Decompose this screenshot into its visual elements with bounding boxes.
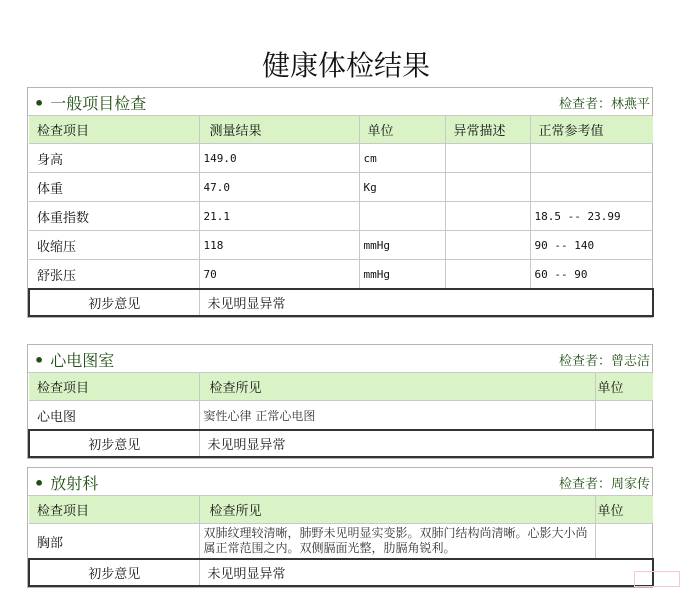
inspector-label: 检查者：林燕平: [558, 97, 650, 112]
abnormal-description: [445, 144, 530, 173]
section-name: 心电图室: [50, 351, 115, 370]
unit: [595, 524, 653, 560]
unit: cm: [359, 144, 445, 173]
measured-value: 149.0: [199, 144, 359, 173]
ecg-table: [28, 373, 654, 458]
abnormal-description: [445, 173, 530, 202]
item-name: 心电图: [29, 401, 199, 431]
summary-row: [29, 430, 653, 457]
column-header: 单位: [359, 116, 445, 144]
summary-row: [29, 289, 653, 316]
section-header: [28, 468, 652, 496]
general-exam-table: [28, 116, 654, 317]
inspector-label: 检查者：曾志洁: [558, 354, 650, 369]
table-header-row: [29, 116, 653, 144]
column-header: 测量结果: [199, 116, 359, 144]
reference-range: [530, 173, 653, 202]
column-header: 单位: [595, 373, 653, 401]
measured-value: 47.0: [199, 173, 359, 202]
finding: 双肺纹理较清晰，肺野未见明显实变影。双肺门结构尚清晰。心影大小尚属正常范围之内。双侧膈面光整，肋膈角锐利。: [199, 524, 595, 560]
reference-range: 60 -- 90: [530, 260, 653, 290]
unit: Kg: [359, 173, 445, 202]
section-title: [34, 91, 146, 114]
watermark-logo: [634, 571, 680, 587]
summary-value: 未见明显异常: [199, 289, 653, 316]
table-row: [29, 401, 653, 431]
item-name: 体重指数: [29, 202, 199, 231]
abnormal-description: [445, 260, 530, 290]
unit: mmHg: [359, 260, 445, 290]
ecg-section: [27, 344, 653, 459]
table-row: [29, 144, 653, 173]
abnormal-description: [445, 231, 530, 260]
reference-range: 18.5 -- 23.99: [530, 202, 653, 231]
summary-label: 初步意见: [29, 430, 199, 457]
inspector-label: 检查者：周家传: [558, 477, 650, 492]
column-header: 异常描述: [445, 116, 530, 144]
general-exam-section: [27, 87, 653, 318]
finding: 窦性心律 正常心电图: [199, 401, 595, 431]
table-row: [29, 173, 653, 202]
summary-value: 未见明显异常: [199, 559, 653, 586]
measured-value: 21.1: [199, 202, 359, 231]
table-header-row: [29, 496, 653, 524]
table-row: [29, 231, 653, 260]
summary-value: 未见明显异常: [199, 430, 653, 457]
column-header: 检查项目: [29, 116, 199, 144]
item-name: 胸部: [29, 524, 199, 560]
item-name: 收缩压: [29, 231, 199, 260]
reference-range: 90 -- 140: [530, 231, 653, 260]
item-name: 体重: [29, 173, 199, 202]
summary-label: 初步意见: [29, 559, 199, 586]
table-header-row: [29, 373, 653, 401]
summary-row: [29, 559, 653, 586]
radiology-table: [28, 496, 654, 587]
bullet-icon: •: [34, 351, 45, 370]
item-name: 身高: [29, 144, 199, 173]
unit: [359, 202, 445, 231]
section-header: [28, 88, 652, 116]
unit: mmHg: [359, 231, 445, 260]
column-header: 检查项目: [29, 496, 199, 524]
reference-range: [530, 144, 653, 173]
column-header: 检查所见: [199, 373, 595, 401]
section-header: [28, 345, 652, 373]
bullet-icon: •: [34, 474, 45, 493]
column-header: 单位: [595, 496, 653, 524]
section-name: 放射科: [50, 474, 99, 493]
measured-value: 118: [199, 231, 359, 260]
section-name: 一般项目检查: [50, 94, 147, 113]
table-row: [29, 260, 653, 290]
bullet-icon: •: [34, 94, 45, 113]
measured-value: 70: [199, 260, 359, 290]
section-title: [34, 348, 114, 371]
radiology-section: [27, 467, 653, 588]
abnormal-description: [445, 202, 530, 231]
unit: [595, 401, 653, 431]
page-title: 健康体检结果: [261, 49, 430, 82]
summary-label: 初步意见: [29, 289, 199, 316]
table-row: [29, 524, 653, 560]
section-title: [34, 471, 98, 494]
column-header: 检查项目: [29, 373, 199, 401]
item-name: 舒张压: [29, 260, 199, 290]
table-row: [29, 202, 653, 231]
column-header: 正常参考值: [530, 116, 653, 144]
column-header: 检查所见: [199, 496, 595, 524]
